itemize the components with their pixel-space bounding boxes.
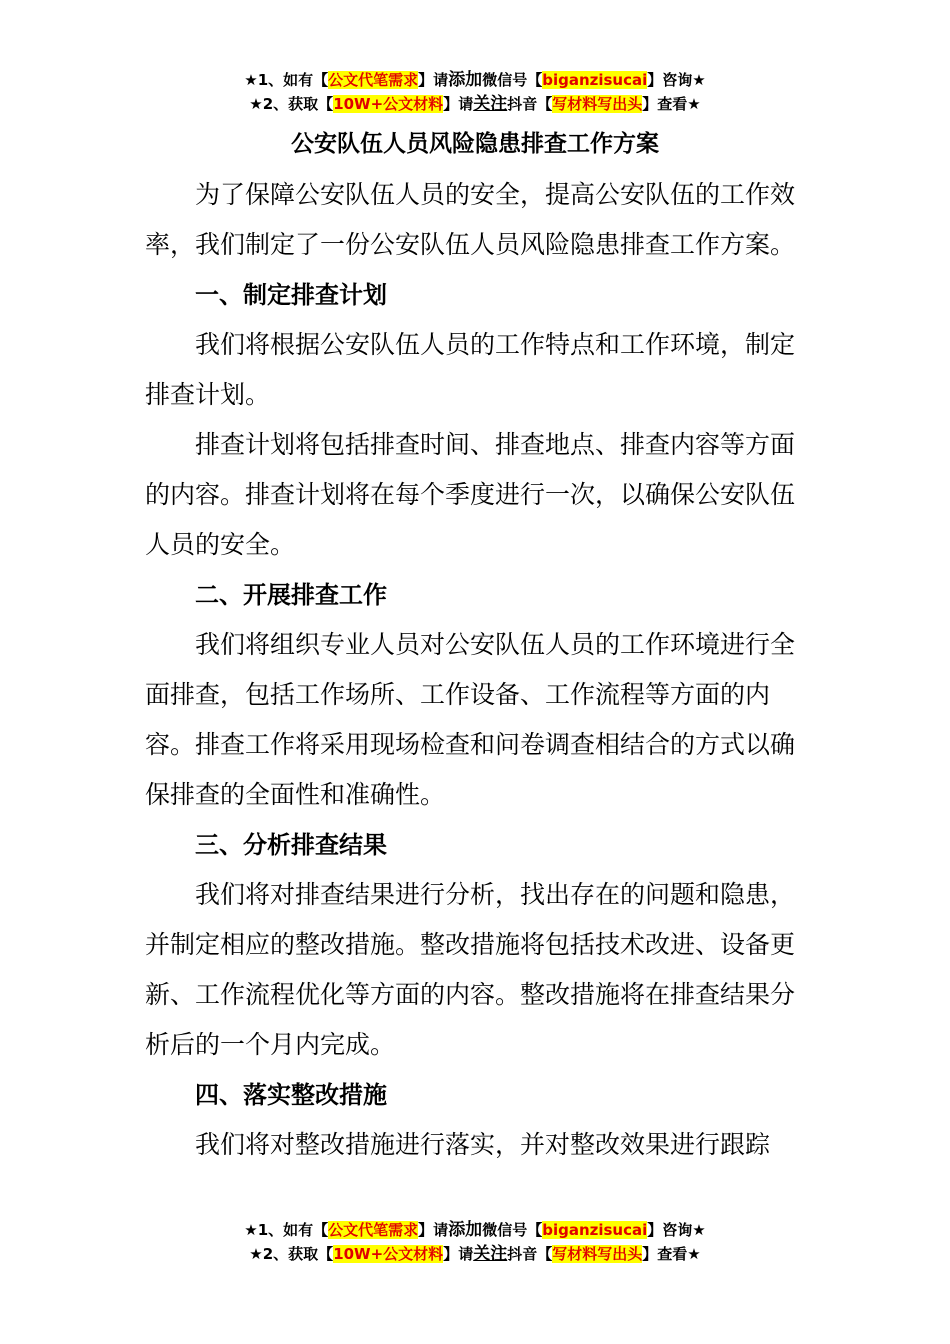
banner-text: 抖音【: [507, 1245, 553, 1263]
banner-highlight: biganzisucai: [542, 71, 648, 89]
banner-text: 】查看★: [642, 95, 701, 113]
banner-text: ★1、如有【: [244, 1221, 329, 1239]
banner-highlight: biganzisucai: [542, 1221, 648, 1239]
document-body: [145, 170, 817, 1170]
banner-text: ★2、获取【: [249, 1245, 334, 1263]
banner-text: 】查看★: [642, 1245, 701, 1263]
banner-line-1: [0, 1218, 950, 1242]
banner-emphasis: 添加: [448, 1220, 483, 1240]
banner-highlight: 写材料写出头: [552, 1245, 643, 1263]
banner-text: 】请: [443, 1245, 474, 1263]
paragraph: 排查计划将包括排查时间、排查地点、排查内容等方面的内容。排查计划将在每个季度进行一次，以确保公安队伍人员的安全。: [145, 430, 796, 559]
intro-paragraph: 为了保障公安队伍人员的安全，提高公安队伍的工作效率，我们制定了一份公安队伍人员风险隐患排查工作方案。: [145, 180, 796, 259]
section-heading: 一、制定排查计划: [195, 281, 387, 309]
banner-text: 】请: [418, 71, 449, 89]
banner-emphasis: 添加: [448, 70, 483, 90]
section-heading: 二、开展排查工作: [195, 581, 387, 609]
section-heading: 三、分析排查结果: [195, 831, 387, 859]
paragraph: 我们将对整改措施进行落实，并对整改效果进行跟踪: [195, 1130, 771, 1159]
banner-emphasis: 关注: [473, 94, 508, 114]
banner-highlight: 公文代笔需求: [328, 71, 419, 89]
paragraph: 我们将根据公安队伍人员的工作特点和工作环境，制定排查计划。: [145, 330, 796, 409]
document-title: 公安队伍人员风险隐患排查工作方案: [291, 131, 659, 157]
banner-text: 】请: [418, 1221, 449, 1239]
banner-text: 】请: [443, 95, 474, 113]
banner-highlight: 写材料写出头: [552, 95, 643, 113]
header-banner: [0, 68, 950, 116]
banner-text: 】咨询★: [647, 71, 706, 89]
banner-text: ★1、如有【: [244, 71, 329, 89]
paragraph: 我们将组织专业人员对公安队伍人员的工作环境进行全面排查，包括工作场所、工作设备、工作流程等方面的内容。排查工作将采用现场检查和问卷调查相结合的方式以确保排查的全面性和准确性。: [145, 630, 796, 809]
banner-line-1: [0, 68, 950, 92]
footer-banner: [0, 1218, 950, 1266]
banner-emphasis: 关注: [473, 1244, 508, 1264]
banner-text: 抖音【: [507, 95, 553, 113]
banner-text: 】咨询★: [647, 1221, 706, 1239]
banner-text: 微信号【: [482, 71, 543, 89]
banner-text: 微信号【: [482, 1221, 543, 1239]
banner-line-2: [0, 92, 950, 116]
section-heading: 四、落实整改措施: [195, 1081, 387, 1109]
paragraph: 我们将对排查结果进行分析，找出存在的问题和隐患，并制定相应的整改措施。整改措施将包括技术改进、设备更新、工作流程优化等方面的内容。整改措施将在排查结果分析后的一个月内完成。: [145, 880, 796, 1059]
banner-highlight: 公文代笔需求: [328, 1221, 419, 1239]
banner-highlight: 10W+公文材料: [333, 95, 444, 113]
banner-line-2: [0, 1242, 950, 1266]
banner-text: ★2、获取【: [249, 95, 334, 113]
banner-highlight: 10W+公文材料: [333, 1245, 444, 1263]
